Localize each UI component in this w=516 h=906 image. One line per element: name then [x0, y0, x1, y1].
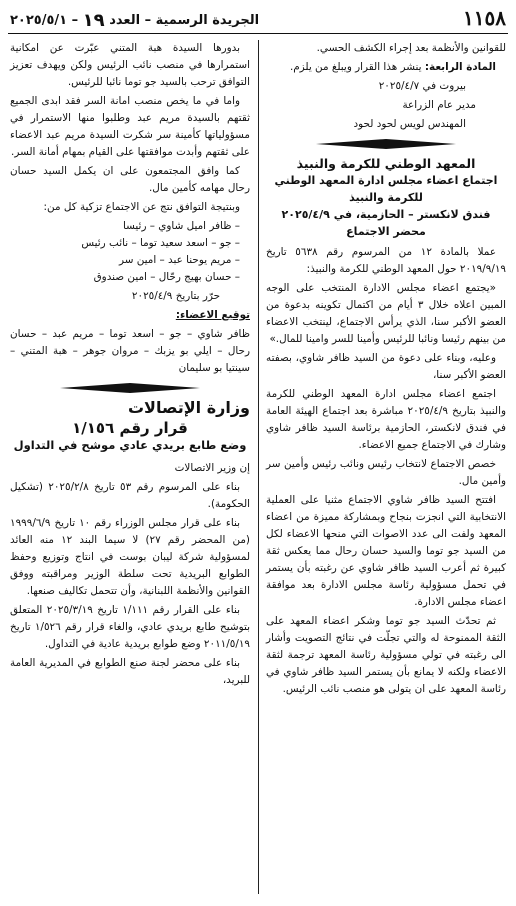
- signature-place-date: بيروت في ٢٠٢٥/٤/٧: [378, 80, 466, 92]
- quoted-article: «يجتمع اعضاء مجلس الادارة المنتخب على الوجه المبين اعلاه خلال ٣ أيام من اكتمال تكوينه بدعوة من العضو الأكبر سنا، الذي يرأس الاجتماع، لينتخب الاعضاء من بينهم رئيسا ونائبا للرئيس وأمينا للسر وامينا للمال.»: [266, 282, 506, 345]
- recital: بناء على محضر لجنة صنع الطوابع في المديرية العامة للبريد،: [10, 657, 250, 686]
- meeting-place: فندق لانكستر – الحازمية، في ٢٠٢٥/٤/٩: [281, 208, 491, 221]
- running-title-prefix: الجريدة الرسمية – العدد: [109, 13, 260, 28]
- list-item: – حسان بهيج رحّال – امين صندوق: [93, 271, 240, 283]
- decision-number: قرار رقم ١/١٥٦: [72, 419, 188, 437]
- page-header: [10, 6, 506, 32]
- paragraph: اجتمع اعضاء مجلس ادارة المعهد الوطني للكرمة والنبيذ بتاريخ ٢٠٢٥/٤/٩ مباشرة بعد اجتماع الهيئة العامة في فندق لانكستر، الحازمية برئاسة السيد ظافر شاوي وشارك في الاجتماع جميع الاعضاء.: [266, 388, 506, 451]
- list-item: – ظافر اميل شاوي – رئيسا: [122, 220, 240, 232]
- header-rule: [8, 33, 508, 34]
- column-divider: [258, 40, 259, 894]
- signature-title: مدير عام الزراعة: [402, 99, 476, 111]
- signature-name: المهندس لويس لحود لحود: [353, 118, 466, 130]
- paragraph: واما في ما يخص منصب امانة السر فقد ابدى الجميع ثقتهم بالسيدة مريم عبد وطلبوا منها الاستمرار في مسؤولياتها كأمينة سر شكرت السيدة مريم عبد الاعضاء على ثقتهم وأبدت موافقتها على القيام بمهام أمانة السر.: [10, 95, 250, 158]
- paragraph: وبنتيجة التوافق نتج عن الاجتماع تزكية كل من:: [43, 201, 240, 213]
- right-column: [266, 40, 506, 700]
- recital: بناء على قرار مجلس الوزراء رقم ١٠ تاريخ ١٩٩٩/٦/٩ (من المحضر رقم ٢٧) لا سيما البند ١٢ منه العائد لمسؤولية شركة ليبان بوست في انتاج وتوزيع وحفظ الطوابع البريدية تحت سلطة الوزير ومراقبته ووفق القوانين والأنظمة اللبنانية، وأن تتحمل تكاليف صنعها.: [10, 517, 250, 597]
- section-title: المعهد الوطني للكرمة والنبيذ: [296, 156, 476, 171]
- ministry-title: وزارة الإتصالات: [127, 398, 250, 417]
- article-4: [266, 59, 506, 76]
- minutes-label: محضر الاجتماع: [346, 225, 426, 238]
- signatures-list: ظافر شاوي – جو – اسعد توما – مريم عبد – حسان رحال – ايلي بو يزبك – مروان جوهر – هبة المتني – سينتيا بو سليمان: [10, 328, 250, 374]
- meeting-title: اجتماع اعضاء مجلس ادارة المعهد الوطني للكرمة والنبيذ: [274, 174, 498, 204]
- article-4-text: ينشر هذا القرار ويبلغ من يلزم.: [289, 61, 422, 73]
- page-number: ١١٥٨: [463, 6, 506, 30]
- minister-line: إن وزير الاتصالات: [174, 462, 250, 474]
- decision-subject: وضع طابع بريدي عادي موشح في التداول: [13, 438, 247, 452]
- signatures-label: توقيع الاعضاء:: [175, 309, 250, 321]
- issue-date: ٢٠٢٥/٥/١: [10, 13, 68, 28]
- paragraph: افتتح السيد ظافر شاوي الاجتماع مثنيا على العملية الانتخابية التي انجزت بنجاح وبمشاركة مميزة من اعضاء المعهد ولفت الى عدد الاصوات التي منحها الاعضاء لكل من السيد جو توما والسيد حسان رحال مما يعكس ثقة كبيرة ثم أعرب السيد ظافر شاوي عن رغبته بأن يستمر في تحمل مسؤولية رئاسة مجلس الادارة بعد موافقة اعضاء مجلس الادارة.: [266, 494, 506, 608]
- recital: بناء على القرار رقم ١/١١١ تاريخ ٢٠٢٥/٣/١٩ المتعلق بتوشيح طابع بريدي عادي، والغاء قرار رقم ١/٥٢٦ تاريخ ٢٠١١/٥/١٩ وضع طوابع بريدية عادية في التداول.: [10, 604, 250, 650]
- recital: بناء على المرسوم رقم ٥٣ تاريخ ٢٠٢٥/٢/٨ (تشكيل الحكومة).: [10, 481, 250, 510]
- intro-line: للقوانين والأنظمة بعد إجراء الكشف الحسي.: [316, 42, 506, 54]
- running-title: الجريدة الرسمية – العدد ١٩ – ٢٠٢٥/٥/١: [10, 10, 260, 31]
- paragraph: ثم تحدّث السيد جو توما وشكر اعضاء المعهد على الثقة الممنوحة له والتي تجلّت في نتائج التصويت وأشار الى رغبته في تولي مسؤولية رئاسة المعهد ترجمة لثقة الاعضاء ولكنه لا يمانع بأن يستمر السيد ظافر شاوي في رئاسة المعهد على ان يتولى هو منصب نائب الرئيس.: [266, 615, 506, 695]
- article-4-label: المادة الرابعة:: [424, 61, 496, 73]
- elected-list: [10, 218, 250, 286]
- paragraph: بدورها السيدة هبة المتني عبّرت عن امكانية استمرارها في منصب نائب الرئيس ولكن ويهدف تعزيز التوافق ترحب بالسيد جو توما نائبا للرئيس.: [10, 42, 250, 88]
- section-ornament: [316, 139, 456, 149]
- paragraph: خصص الاجتماع لانتخاب رئيس ونائب رئيس وأمين سر وأمين مال.: [266, 458, 506, 487]
- paragraph: وعليه، وبناء على دعوة من السيد ظافر شاوي، بصفته العضو الأكبر سنا،: [266, 352, 506, 381]
- list-item: – مريم يوحنا عبد – امين سر: [118, 254, 240, 266]
- list-item: – جو – اسعد سعيد توما – نائب رئيس: [81, 237, 240, 249]
- left-column: [10, 40, 250, 691]
- paragraph: كما وافق المجتمعون على ان يكمل السيد حسان رحال مهامه كأمين مال.: [10, 165, 250, 194]
- issue-number: ١٩: [82, 10, 105, 31]
- paragraph: عملا بالمادة ١٢ من المرسوم رقم ٥٦٣٨ تاريخ ٢٠١٩/٩/١٩ حول المعهد الوطني للكرمة والنبيذ:: [266, 246, 506, 275]
- section-ornament: [60, 383, 200, 393]
- dated-line: حرّر بتاريخ ٢٠٢٥/٤/٩: [131, 290, 220, 302]
